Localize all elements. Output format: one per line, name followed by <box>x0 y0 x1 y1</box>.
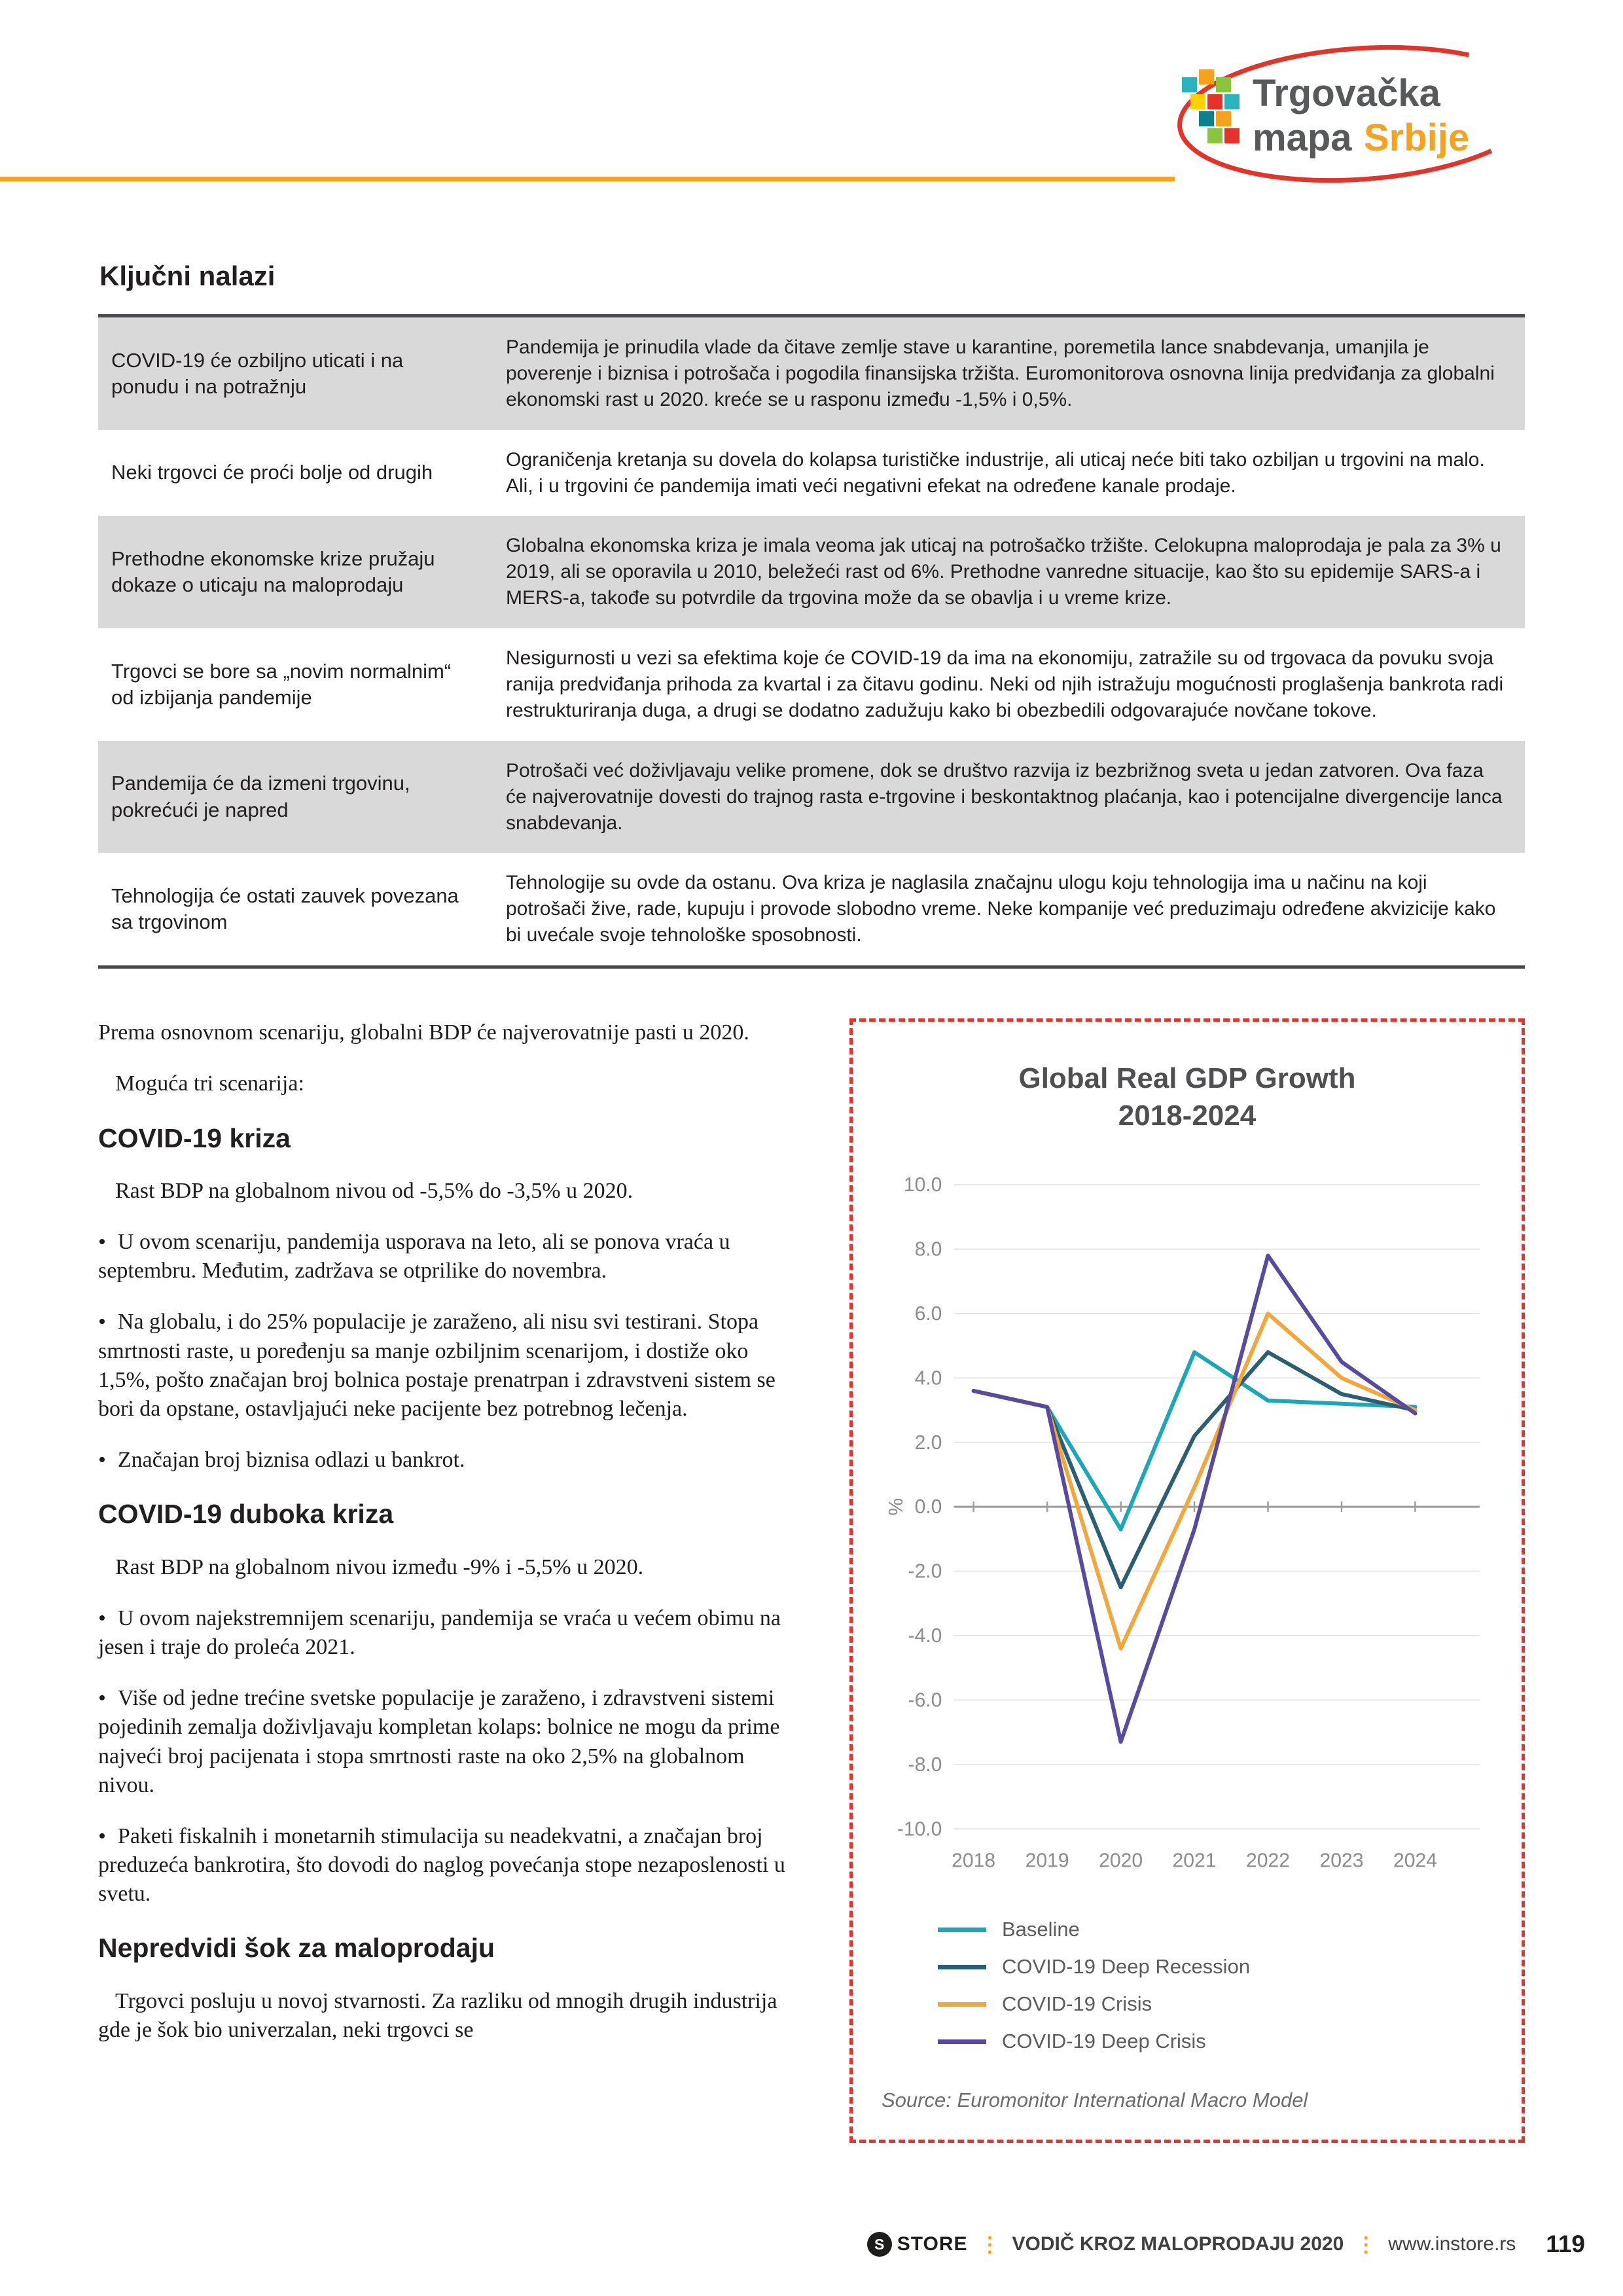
key-finding-text: Tehnologije su ovde da ostanu. Ova kriza je naglasila značajnu ulogu koju tehnologija ima u načinu na koji potrošači žive, rade, kupuju i provode slobodno vreme. Neke kompanije već preduzimaju određene akvizicije kako bi uvećale svoje tehnološke sposobnosti. <box>506 872 1496 946</box>
key-finding-title: Prethodne ekonomske krize pružaju dokaze o uticaju na maloprodaju <box>111 547 435 597</box>
chart-title: Global Real GDP Growth 2018-2024 <box>1018 1062 1356 1132</box>
svg-text:2021: 2021 <box>1172 1850 1217 1872</box>
key-finding-row <box>98 516 1525 628</box>
footer-site-url: www.instore.rs <box>1388 2233 1516 2255</box>
footer-separator-icon: ⋮ <box>979 2233 1001 2256</box>
article-bullet-text: U ovom scenariju, pandemija usporava na leto, ali se ponova vraća u septembru. Međutim, zadržava se otprilike do novembra. <box>98 1230 730 1283</box>
logo-word-3: Srbije <box>1364 117 1470 159</box>
mosaic-map-icon <box>1182 69 1240 143</box>
svg-text:-2.0: -2.0 <box>908 1560 942 1583</box>
article-bullet <box>98 1228 793 1285</box>
legend-label: Baseline <box>1002 1918 1080 1941</box>
key-finding-row <box>98 430 1525 516</box>
article-paragraph: Prema osnovnom scenariju, globalni BDP će najverovatnije pasti u 2020. <box>98 1020 749 1045</box>
svg-text:2020: 2020 <box>1099 1850 1143 1872</box>
article-bullet-text: Paketi fiskalnih i monetarnih stimulacija su neadekvatni, a značajan broj preduzeća bankrotira, što dovodi do naglog povećanja stope nezaposlenosti u svetu. <box>98 1823 785 1907</box>
svg-text:-4.0: -4.0 <box>908 1624 942 1647</box>
article-paragraph: Trgovci posluju u novoj stvarnosti. Za razliku od mnogih drugih industrija gde je šok bio univerzalan, neki trgovci se <box>98 1988 777 2042</box>
article-heading: COVID-19 kriza <box>98 1122 291 1153</box>
svg-text:6.0: 6.0 <box>914 1302 942 1325</box>
svg-text:4.0: 4.0 <box>914 1367 942 1389</box>
key-finding-row <box>98 317 1525 430</box>
key-finding-row <box>98 741 1525 853</box>
legend-line-swatch <box>938 2002 986 2007</box>
article-paragraph: Rast BDP na globalnom nivou od -5,5% do -3,5% u 2020. <box>115 1178 633 1203</box>
key-finding-title: Neki trgovci će proći bolje od drugih <box>111 461 433 484</box>
page-footer <box>867 2231 1585 2258</box>
bullet-icon: • <box>98 1686 106 1711</box>
logo-word-2: mapa <box>1253 117 1352 159</box>
two-column-layout <box>98 1018 1525 2143</box>
svg-text:-6.0: -6.0 <box>908 1689 942 1711</box>
footer-guide-text: VODIČ KROZ MALOPRODAJU 2020 <box>1012 2233 1344 2255</box>
page-body <box>98 260 1525 2143</box>
chart-legend <box>938 1918 1499 2053</box>
legend-line-swatch <box>938 2039 986 2044</box>
footer-brand-text: STORE <box>897 2233 968 2255</box>
svg-text:2024: 2024 <box>1393 1850 1437 1872</box>
article-paragraph: Rast BDP na globalnom nivou između -9% i -5,5% u 2020. <box>115 1554 644 1579</box>
svg-text:0.0: 0.0 <box>914 1496 942 1518</box>
legend-line-swatch <box>938 1965 986 1969</box>
key-findings-heading: Ključni nalazi <box>99 260 276 291</box>
chart-source: Source: Euromonitor International Macro Model <box>882 2089 1308 2112</box>
article-column <box>98 1018 793 2067</box>
logo-word-1: Trgovačka <box>1253 72 1440 115</box>
article-bullet-text: Na globalu, i do 25% populacije je zaraženo, ali nisu svi testirani. Stopa smrtnosti raste, u poređenju sa manje ozbiljnim scenarijom, i dostiže oko 1,5%, pošto značajan broj bolnica postaje prenatrpan i zdravstveni sistem se bori da opstane, ostavljajući neke pacijente bez potrebnog lečenja. <box>98 1310 776 1421</box>
svg-text:-10.0: -10.0 <box>897 1818 942 1840</box>
svg-text:2.0: 2.0 <box>914 1431 942 1454</box>
article-bullet-text: Značajan broj biznisa odlazi u bankrot. <box>117 1448 465 1473</box>
svg-text:2019: 2019 <box>1025 1850 1069 1872</box>
footer-separator-icon: ⋮ <box>1355 2233 1377 2256</box>
legend-label: COVID-19 Deep Crisis <box>1002 2030 1206 2053</box>
instore-logo-icon: S <box>867 2232 892 2257</box>
article-bullet-text: Više od jedne trećine svetske populacije je zaraženo, i zdravstveni sistemi pojedinih zemalja doživljavaju kompletan kolaps: bolnice ne mogu da prime najveći broj pacijenata i stopa smrtnosti raste na oko 2,5% na globalnom nivou. <box>98 1686 780 1797</box>
bullet-icon: • <box>98 1823 106 1848</box>
key-finding-row <box>98 853 1525 965</box>
key-finding-row <box>98 628 1525 741</box>
key-finding-text: Potrošači već doživljavaju velike promene, dok se društvo razvija iz bezbrižnog sveta u jedan zatvoren. Ova faza će najverovatnije dovesti do trajnog rasta e-trgovine i beskontaktnog plaćanja, kao i potencijalne divergencije lanca snabdevanja. <box>506 759 1503 834</box>
gdp-chart-svg <box>875 1165 1499 1901</box>
key-finding-text: Nesigurnosti u vezi sa efektima koje će COVID-19 da ima na ekonomiju, zatražile su od trgovaca da povuku svoja ranija predviđanja prihoda za kvartal i za čitavu godinu. Neki od njih istražuju mogućnosti proglašenja bankrota radi restrukturiranja duga, a drugi se dodatno zadužuju kako bi obezbedili odgovarajuće novčane tokove. <box>506 647 1504 721</box>
key-findings-table <box>98 314 1525 969</box>
legend-label: COVID-19 Crisis <box>1002 1992 1152 2016</box>
key-finding-text: Globalna ekonomska kriza je imala veoma jak uticaj na potrošačko tržište. Celokupna maloprodaja je pala za 3% u 2019, ali se oporavila u 2010, beležeći rast od 6%. Prethodne vanredne situacije, kao što su epidemije SARS-a i MERS-a, takođe su potvrdile da trgovina može da se obavlja i u vreme krize. <box>506 535 1501 609</box>
trgovacka-mapa-srbije-logo <box>1164 34 1556 191</box>
key-finding-title: Trgovci se bore sa „novim normalnim“ od izbijanja pandemije <box>111 659 452 709</box>
article-heading: Nepredvidi šok za maloprodaju <box>98 1933 495 1964</box>
legend-label: COVID-19 Deep Recession <box>1002 1955 1251 1979</box>
article-bullet <box>98 1684 793 1800</box>
key-finding-title: COVID-19 će ozbiljno uticati i na ponudu i na potražnju <box>111 348 404 398</box>
instore-brand <box>867 2232 968 2257</box>
svg-text:2018: 2018 <box>952 1850 996 1872</box>
svg-text:8.0: 8.0 <box>914 1238 942 1261</box>
key-finding-text: Pandemija je prinudila vlade da čitave zemlje stave u karantine, poremetila lance snabdevanja, umanjila je poverenje i biznisa i potrošača i pogodila finansijska tržišta. Euromonitorova osnovna linija predviđanja za globalni ekonomski rast u 2020. kreće se u rasponu između -1,5% i 0,5%. <box>506 336 1495 410</box>
key-finding-title: Pandemija će da izmeni trgovinu, pokrećući je napred <box>111 772 410 821</box>
bullet-icon: • <box>98 1310 106 1335</box>
page-number: 119 <box>1546 2231 1585 2257</box>
bullet-icon: • <box>98 1448 106 1473</box>
article-bullet <box>98 1308 793 1424</box>
article-heading: COVID-19 duboka kriza <box>98 1499 394 1530</box>
bullet-icon: • <box>98 1605 106 1630</box>
article-bullet <box>98 1822 793 1909</box>
legend-item <box>938 1918 1499 1941</box>
gdp-chart-panel <box>849 1018 1525 2143</box>
article-bullet <box>98 1446 793 1475</box>
legend-item <box>938 2030 1499 2053</box>
legend-item <box>938 1955 1499 1979</box>
svg-text:2022: 2022 <box>1246 1850 1291 1872</box>
legend-item <box>938 1992 1499 2016</box>
legend-line-swatch <box>938 1928 986 1932</box>
key-finding-text: Ograničenja kretanja su dovela do kolapsa turističke industrije, ali uticaj neće biti tako ozbiljan u trgovini na malo. Ali, i u trgovini će pandemija imati veći negativni efekat na određene kanale prodaje. <box>506 448 1485 497</box>
article-bullet-text: U ovom najekstremnijem scenariju, pandemija se vraća u većem obimu na jesen i traje do proleća 2021. <box>98 1605 781 1659</box>
svg-text:%: % <box>885 1498 908 1516</box>
svg-text:2023: 2023 <box>1319 1850 1364 1872</box>
header-rule <box>0 177 1175 181</box>
logo-graphic <box>1164 34 1556 191</box>
svg-text:-8.0: -8.0 <box>908 1753 942 1776</box>
article-bullet <box>98 1604 793 1662</box>
bullet-icon: • <box>98 1230 106 1254</box>
article-paragraph: Moguća tri scenarija: <box>115 1071 304 1096</box>
svg-text:10.0: 10.0 <box>903 1174 942 1196</box>
key-finding-title: Tehnologija će ostati zauvek povezana sa trgovinom <box>111 884 459 934</box>
